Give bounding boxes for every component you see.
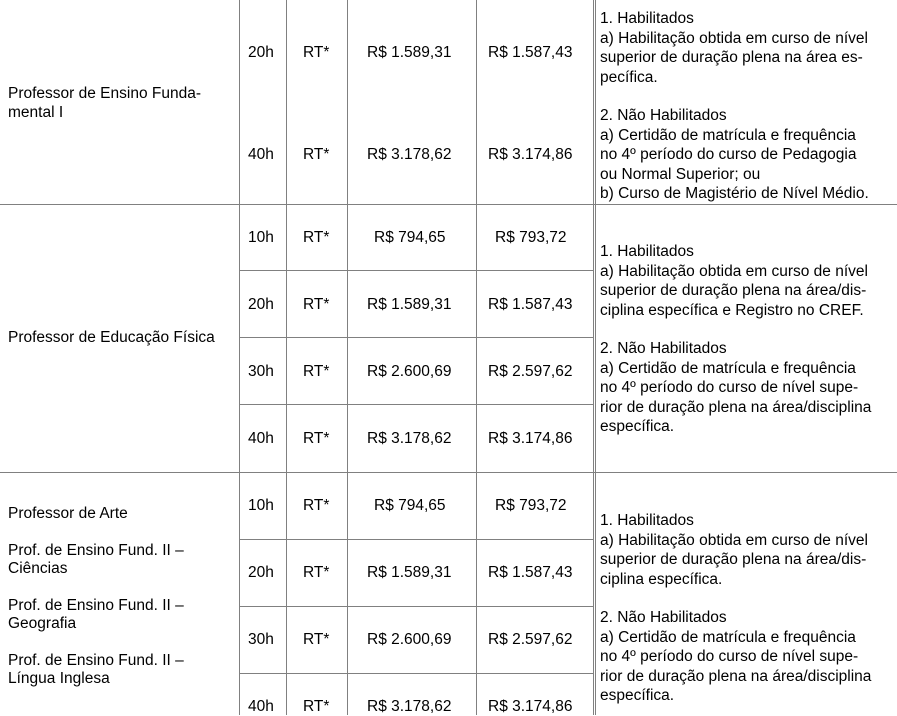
value1-cell: R$ 1.589,31 [367, 44, 452, 61]
regime-cell: RT* [303, 363, 330, 380]
hours-cell: 30h [248, 631, 274, 648]
requirement-line: pecífica. [600, 68, 658, 86]
hours-cell: 40h [248, 698, 274, 715]
col-divider [595, 0, 596, 715]
value2-cell: R$ 793,72 [495, 229, 567, 246]
nao-habilitados-title: 2. Não Habilitados [600, 107, 727, 124]
hours-cell: 30h [248, 363, 274, 380]
hours-cell: 40h [248, 430, 274, 447]
col-divider [239, 0, 240, 715]
col-divider [286, 0, 287, 715]
value1-cell: R$ 794,65 [374, 229, 446, 246]
job-title: Professor de Arte Prof. de Ensino Fund. II – Ciências Prof. de Ensino Fund. II – Geografia Prof. de Ensino Fund. II – Língua Inglesa [8, 505, 184, 687]
hours-cell: 20h [248, 44, 274, 61]
value2-cell: R$ 2.597,62 [488, 363, 573, 380]
requirement-line: específica. [600, 418, 675, 435]
value1-cell: R$ 3.178,62 [367, 698, 452, 715]
requirement-line: ciplina específica e Registro no CREF. [600, 301, 864, 319]
regime-cell: RT* [303, 497, 330, 514]
hours-cell: 10h [248, 229, 274, 246]
value2-cell: R$ 3.174,86 [488, 430, 573, 447]
requirement-line: rior de duração plena na área/disciplina [600, 667, 872, 685]
value1-cell: R$ 3.178,62 [367, 146, 452, 163]
habilitados-title: 1. Habilitados [600, 243, 694, 260]
regime-cell: RT* [303, 146, 330, 163]
requirement-line: específica. [600, 687, 675, 704]
row-divider [239, 404, 593, 405]
group-divider [0, 472, 897, 473]
job-title: Professor de Educação Física [8, 329, 215, 346]
regime-cell: RT* [303, 229, 330, 246]
nao-habilitados-title: 2. Não Habilitados [600, 609, 727, 626]
value2-cell: R$ 2.597,62 [488, 631, 573, 648]
requirement-line: a) Habilitação obtida em curso de nível [600, 262, 868, 280]
requirement-line: a) Habilitação obtida em curso de nível [600, 531, 868, 549]
row-divider [239, 673, 593, 674]
regime-cell: RT* [303, 430, 330, 447]
group-divider [0, 204, 897, 205]
requirement-line: no 4º período do curso de nível supe- [600, 379, 859, 396]
requirement-line: a) Certidão de matrícula e frequência [600, 359, 856, 377]
regime-cell: RT* [303, 44, 330, 61]
value2-cell: R$ 3.174,86 [488, 146, 573, 163]
value1-cell: R$ 2.600,69 [367, 631, 452, 648]
regime-cell: RT* [303, 631, 330, 648]
requirement-line: a) Habilitação obtida em curso de nível [600, 29, 868, 47]
requirement-line: no 4º período do curso de nível supe- [600, 648, 859, 665]
requirement-line: no 4º período do curso de Pedagogia [600, 146, 857, 163]
requirement-line: superior de duração plena na área/dis- [600, 282, 867, 299]
value1-cell: R$ 3.178,62 [367, 430, 452, 447]
regime-cell: RT* [303, 564, 330, 581]
row-divider [239, 606, 593, 607]
requirement-line: superior de duração plena na área/dis- [600, 551, 867, 568]
value1-cell: R$ 2.600,69 [367, 363, 452, 380]
requirement-line: a) Certidão de matrícula e frequência [600, 126, 856, 144]
hours-cell: 20h [248, 296, 274, 313]
habilitados-title: 1. Habilitados [600, 512, 694, 529]
requirement-line: superior de duração plena na área es- [600, 49, 863, 66]
value1-cell: R$ 1.589,31 [367, 564, 452, 581]
value1-cell: R$ 1.589,31 [367, 296, 452, 313]
hours-cell: 10h [248, 497, 274, 514]
habilitados-title: 1. Habilitados [600, 10, 694, 27]
col-divider [593, 0, 594, 715]
value2-cell: R$ 1.587,43 [488, 296, 573, 313]
requirement-line: ciplina específica. [600, 570, 723, 588]
regime-cell: RT* [303, 296, 330, 313]
hours-cell: 40h [248, 146, 274, 163]
requirements-cell [600, 242, 890, 437]
requirement-line: b) Curso de Magistério de Nível Médio. [600, 185, 869, 202]
requirements-cell [600, 9, 890, 204]
nao-habilitados-title: 2. Não Habilitados [600, 340, 727, 357]
regime-cell: RT* [303, 698, 330, 715]
value2-cell: R$ 793,72 [495, 497, 567, 514]
row-divider [239, 337, 593, 338]
row-divider [239, 270, 593, 271]
job-title: Professor de Ensino Funda- mental I [8, 85, 201, 121]
col-divider [347, 0, 348, 715]
requirement-line: a) Certidão de matrícula e frequência [600, 628, 856, 646]
requirement-line: ou Normal Superior; ou [600, 165, 761, 183]
hours-cell: 20h [248, 564, 274, 581]
value2-cell: R$ 3.174,86 [488, 698, 573, 715]
requirements-cell [600, 511, 890, 706]
value1-cell: R$ 794,65 [374, 497, 446, 514]
requirement-line: rior de duração plena na área/disciplina [600, 398, 872, 416]
row-divider [239, 539, 593, 540]
col-divider [476, 0, 477, 715]
value2-cell: R$ 1.587,43 [488, 44, 573, 61]
value2-cell: R$ 1.587,43 [488, 564, 573, 581]
